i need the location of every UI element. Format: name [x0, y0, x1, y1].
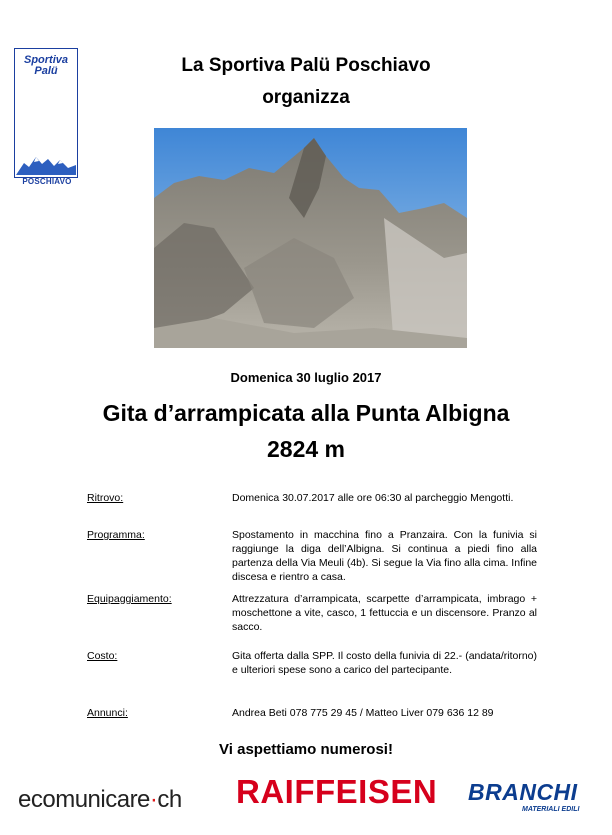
mountain-photo [154, 128, 467, 348]
event-altitude: 2824 m [266, 436, 345, 462]
mountain-logo-icon [16, 153, 76, 175]
ecomunicare-tld: ch [157, 786, 182, 813]
organizer-subtitle: organizza [262, 87, 350, 108]
detail-value: Domenica 30.07.2017 alle ore 06:30 al parcheggio Mengotti. [232, 492, 514, 504]
club-logo-line1: Sportiva [23, 54, 68, 66]
sponsor-raiffeisen-logo: RAIFFEISEN [236, 773, 438, 810]
detail-label: Costo: [87, 650, 118, 662]
closing-message: Vi aspettiamo numerosi! [219, 741, 393, 758]
detail-annunci [87, 706, 537, 720]
detail-value: Andrea Beti 078 775 29 45 / Matteo Liver 079 636 12 89 [232, 707, 494, 719]
detail-value: Gita offerta dalla SPP. Il costo della funivia di 22.- (andata/ritorno) e ulteriori spese sono a carico del partecipante. [232, 650, 537, 676]
sponsor-branchi-logo: BRANCHI [468, 779, 578, 805]
event-title: Gita d’arrampicata alla Punta Albigna [102, 400, 510, 426]
detail-programma [87, 528, 537, 584]
ecomunicare-name: ecomunicare [18, 786, 150, 813]
event-date: Domenica 30 luglio 2017 [230, 370, 382, 385]
club-logo-caption: POSCHIAVO [22, 177, 72, 186]
club-logo-line2: Palü [34, 65, 58, 77]
detail-label: Programma: [87, 529, 145, 541]
sponsor-ecomunicare-logo [18, 786, 182, 814]
detail-label: Ritrovo: [87, 492, 124, 504]
detail-costo [87, 649, 537, 691]
ecomunicare-dot: · [149, 786, 158, 813]
organizer-title: La Sportiva Palü Poschiavo [181, 55, 431, 76]
detail-equipaggiamento [87, 592, 537, 634]
detail-label: Equipaggiamento: [87, 593, 172, 605]
detail-label: Annunci: [87, 707, 128, 719]
sponsor-branchi-subtitle: MATERIALI EDILI [522, 806, 580, 813]
detail-ritrovo [87, 491, 537, 519]
detail-value: Spostamento in macchina fino a Pranzaira. Con la funivia si raggiunge la diga dell’Albigna. Si continua a piedi fino alla partenza della Via Meuli (4b). Si segue la Via fino alla cima. Infine discesa e rientro a casa. [232, 529, 537, 583]
detail-value: Attrezzatura d’arrampicata, scarpette d’arrampicata, imbrago + moschettone a vite, casco, 1 fettuccia e un discensore. Pranzo al sacco. [232, 593, 537, 633]
